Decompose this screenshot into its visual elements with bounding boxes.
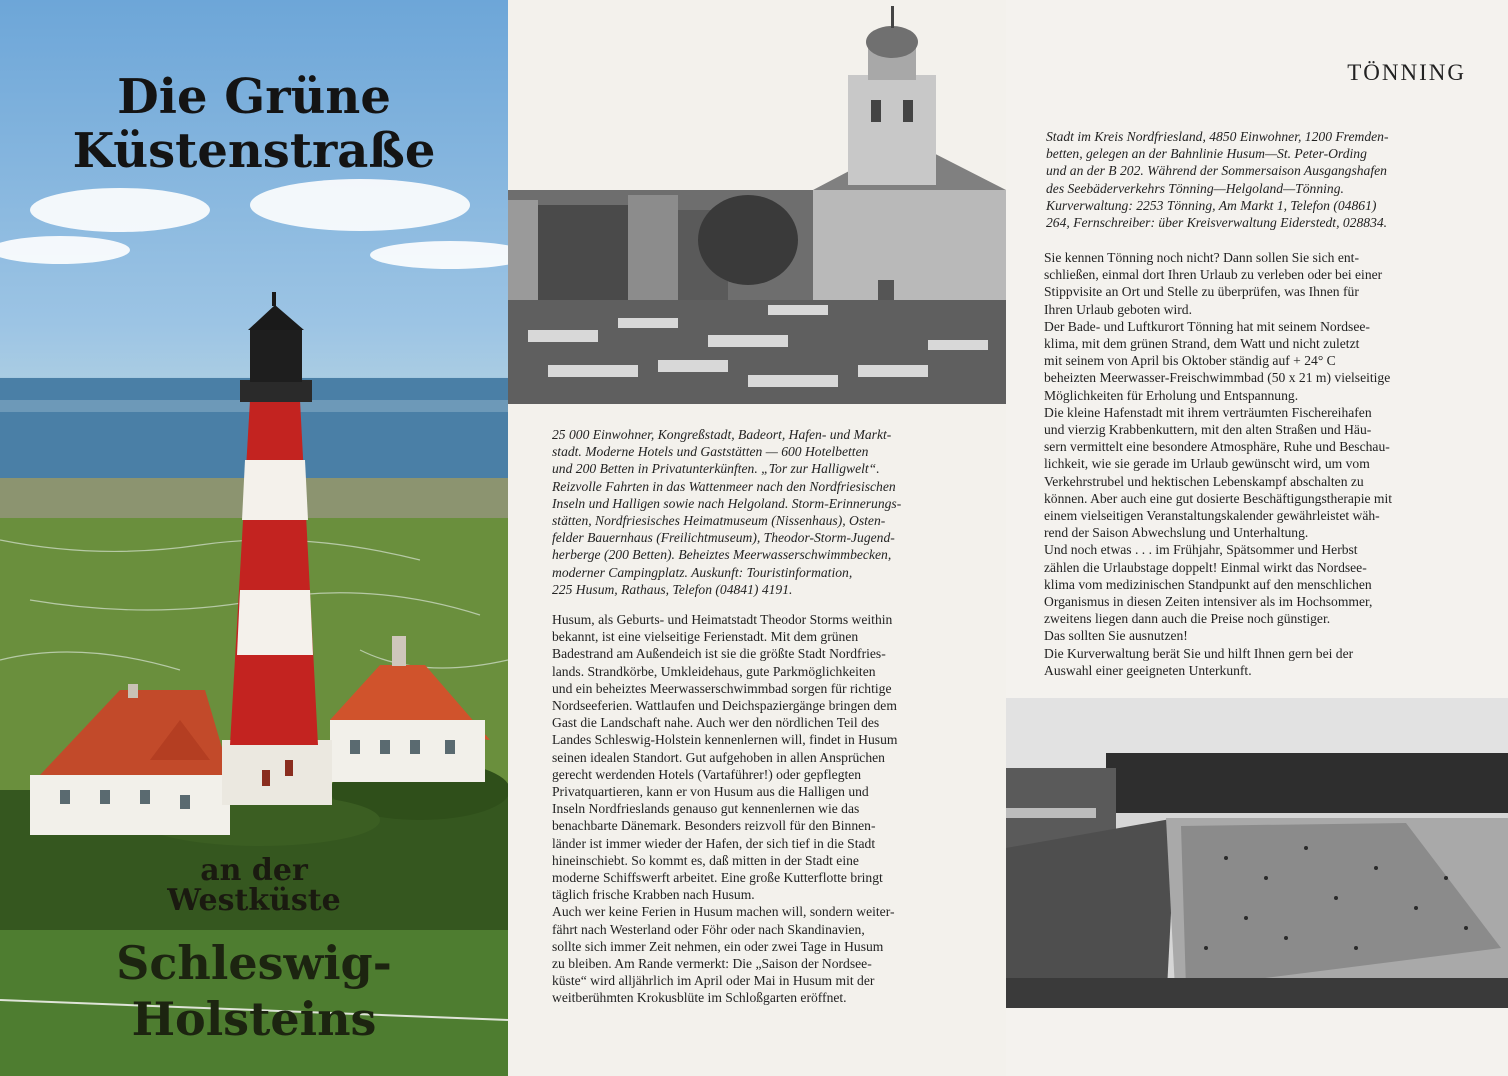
toenning-fact-line: Kurverwaltung: 2253 Tönning, Am Markt 1, Telefon (04861) (1046, 197, 1377, 213)
cover-subtitle-line1: an der (200, 853, 308, 888)
toenning-fact-line: 264, Fernschreiber: über Kreisverwaltung Eiderstedt, 028834. (1046, 215, 1388, 231)
toenning-body-line: Der Bade- und Luftkurort Tönning hat mit seinem Nordsee- (1044, 318, 1370, 334)
husum-fact-line: felder Bauernhaus (Freilichtmuseum), Theodor-Storm-Jugend- (552, 530, 895, 546)
husum-body-line: fährt nach Westerland oder Föhr oder nach Skandinavien, (552, 921, 865, 937)
husum-body-line: Nordseeferien. Wattlaufen und Deichspaziergänge bringen dem (552, 698, 897, 714)
toenning-body-line: Das sollten Sie ausnutzen! (1044, 628, 1188, 644)
toenning-body-line: und vierzig Krabbenkuttern, mit den alten Straßen und Häu- (1044, 422, 1372, 438)
cover-panel (0, 0, 508, 1076)
toenning-fact-line: des Seebäderverkehrs Tönning—Helgoland—Tönning. (1046, 180, 1344, 196)
husum-body-line: bekannt, ist eine vielseitige Ferienstadt. Mit dem grünen (552, 629, 859, 645)
toenning-body-line: beheizten Meerwasser-Freischwimmbad (50 x 21 m) vielseitige (1044, 370, 1391, 386)
toenning-fact-line: Stadt im Kreis Nordfriesland, 4850 Einwohner, 1200 Fremden- (1046, 129, 1389, 144)
toenning-body-line: sern vermittelt eine besondere Atmosphäre, Ruhe und Beschau- (1044, 439, 1390, 455)
husum-fact-line: herberge (200 Betten). Beheiztes Meerwasserschwimmbecken, (552, 547, 892, 563)
husum-body-line: zu bleiben. Am Rande vermerkt: Die „Saison der Nordsee- (552, 956, 872, 972)
toenning-facts (1046, 128, 1466, 231)
husum-facts (552, 426, 970, 598)
husum-fact-line: stätten, Nordfriesisches Heimatmuseum (Nissenhaus), Osten- (552, 513, 886, 529)
husum-body-line: moderne Schiffswerft arbeitet. Eine große Kutterflotte bringt (552, 870, 883, 886)
husum-fact-line: moderner Campingplatz. Auskunft: Touristinformation, (552, 564, 853, 580)
husum-body-line: sollte sich immer Zeit nehmen, ein oder zwei Tage in Husum (552, 938, 884, 954)
toenning-heading: TÖNNING (1347, 60, 1466, 85)
husum-body-line: Auch wer keine Ferien in Husum machen will, sondern weiter- (552, 904, 895, 920)
toenning-body-line: Die kleine Hafenstadt mit ihrem verträumten Fischereihafen (1044, 404, 1372, 420)
husum-fact-line: Inseln und Halligen sowie nach Helgoland. Storm-Erinnerungs- (552, 495, 902, 511)
cover-region-line2: Holsteins (131, 992, 377, 1046)
husum-body-line: länder ist immer wieder der Hafen, der sich tief in die Stadt (552, 835, 876, 851)
cover-title-line1: Die Grüne (117, 69, 391, 125)
husum-body-line: gerecht werdenden Hotels (Vartaführer!) oder gepflegten (552, 766, 862, 782)
husum-fact-line: Reizvolle Fahrten in das Wattenmeer nach den Nordfriesischen (552, 478, 896, 494)
husum-fact-line: und 200 Betten in Privatunterkünften. „Tor zur Halligwelt“. (552, 461, 880, 477)
cover-region-line1: Schleswig- (116, 936, 392, 990)
toenning-body-line: Ihren Urlaub geboten wird. (1044, 301, 1192, 317)
toenning-panel (1006, 0, 1508, 1076)
toenning-body-line: Organismus in diesen Zeiten intensiver als im Hochsommer, (1044, 594, 1373, 610)
husum-fact-line: stadt. Moderne Hotels und Gaststätten — 600 Hotelbetten (552, 444, 869, 460)
toenning-body-line: zählen die Urlaubstage doppelt! Einmal wirkt das Nordsee- (1044, 559, 1367, 575)
husum-body-line: lands. Strandkörbe, Umkleidehaus, gute Parkmöglichkeiten (552, 663, 876, 679)
toenning-body-line: schließen, einmal dort Ihren Urlaub zu verleben oder bei einer (1044, 267, 1383, 283)
husum-body-line: Gast die Landschaft nahe. Auch wer den nördlichen Teil des (552, 715, 880, 731)
cover-subtitle-line2: Westküste (167, 883, 341, 918)
toenning-body-line: zweitens liegen dann auch die Preise noch günstiger. (1044, 611, 1331, 627)
toenning-body-line: Stippvisite an Ort und Stelle zu überprüfen, was Ihnen für (1044, 284, 1359, 300)
toenning-body-line: einem vielseitigen Veranstaltungskalender gewährleistet wäh- (1044, 508, 1380, 524)
toenning-body-line: Verkehrstrubel und hektischen Lebenskampf abschalten zu (1044, 473, 1364, 489)
toenning-body-line: klima, mit dem grünen Strand, dem Watt und nicht zuletzt (1044, 336, 1360, 352)
husum-market-photo (508, 0, 1006, 404)
husum-body-line: Badestrand am Außendeich ist sie die größte Stadt Nordfries- (552, 646, 886, 662)
husum-body-line: küste“ wird alljährlich im April oder Mai in Husum mit der (552, 973, 875, 989)
toenning-body-line: rend der Saison Abwechslung und Unterhaltung. (1044, 525, 1309, 541)
cover-title-line2: Küstenstraße (72, 123, 436, 179)
toenning-body-line: können. Aber auch eine gut dosierte Beschäftigungstherapie mit (1044, 490, 1393, 506)
toenning-body-line: Auswahl einer geeigneten Unterkunft. (1044, 662, 1252, 678)
husum-body-line: Husum, als Geburts- und Heimatstadt Theodor Storms weithin (552, 612, 893, 627)
husum-fact-line: 25 000 Einwohner, Kongreßstadt, Badeort, Hafen- und Markt- (552, 427, 892, 442)
toenning-body-line: Und noch etwas . . . im Frühjahr, Spätsommer und Herbst (1044, 542, 1358, 558)
toenning-body-line: lichkeit, wie sie gerade im Urlaub gewünscht wird, um vom (1044, 456, 1370, 472)
husum-panel (508, 0, 1006, 1076)
husum-body-line: hineinschiebt. So kommt es, daß mitten in der Stadt eine (552, 852, 859, 868)
toenning-body-line: mit seinem von April bis Oktober ständig auf + 24° C (1044, 353, 1336, 369)
toenning-body-line: Sie kennen Tönning noch nicht? Dann sollen Sie sich ent- (1044, 250, 1359, 265)
toenning-body-line: klima vom medizinischen Standpunkt auf den menschlichen (1044, 576, 1372, 592)
husum-body-line: benachbarte Dänemark. Besonders reizvoll für den Binnen- (552, 818, 876, 834)
husum-body (552, 611, 970, 1007)
husum-body-line: und ein beheiztes Meerwasserschwimmbad sorgen für richtige (552, 680, 892, 696)
husum-body-line: Privatquartieren, kann er von Husum aus die Halligen und (552, 784, 869, 800)
husum-body-line: Landes Schleswig-Holstein kennenlernen will, findet in Husum (552, 732, 898, 748)
toenning-body-line: Die Kurverwaltung berät Sie und hilft Ihnen gern bei der (1044, 645, 1354, 661)
husum-body-line: seinen idealen Standort. Gut aufgehoben in allen Ansprüchen (552, 749, 885, 765)
husum-body-line: täglich frische Krabben nach Husum. (552, 887, 755, 903)
husum-body-line: Inseln Nordfrieslands genauso gut kennenlernen wie das (552, 801, 860, 817)
toenning-fact-line: betten, gelegen an der Bahnlinie Husum—St. Peter-Ording (1046, 146, 1367, 162)
husum-body-line: weitberühmten Krokusblüte im Schloßgarten eröffnet. (552, 990, 847, 1006)
husum-fact-line: 225 Husum, Rathaus, Telefon (04841) 4191. (552, 581, 793, 597)
toenning-pool-photo (1006, 698, 1508, 1008)
toenning-body-line: Möglichkeiten für Erholung und Entspannung. (1044, 387, 1299, 403)
toenning-fact-line: und an der B 202. Während der Sommersaison Ausgangshafen (1046, 163, 1387, 179)
toenning-body (1044, 249, 1464, 679)
